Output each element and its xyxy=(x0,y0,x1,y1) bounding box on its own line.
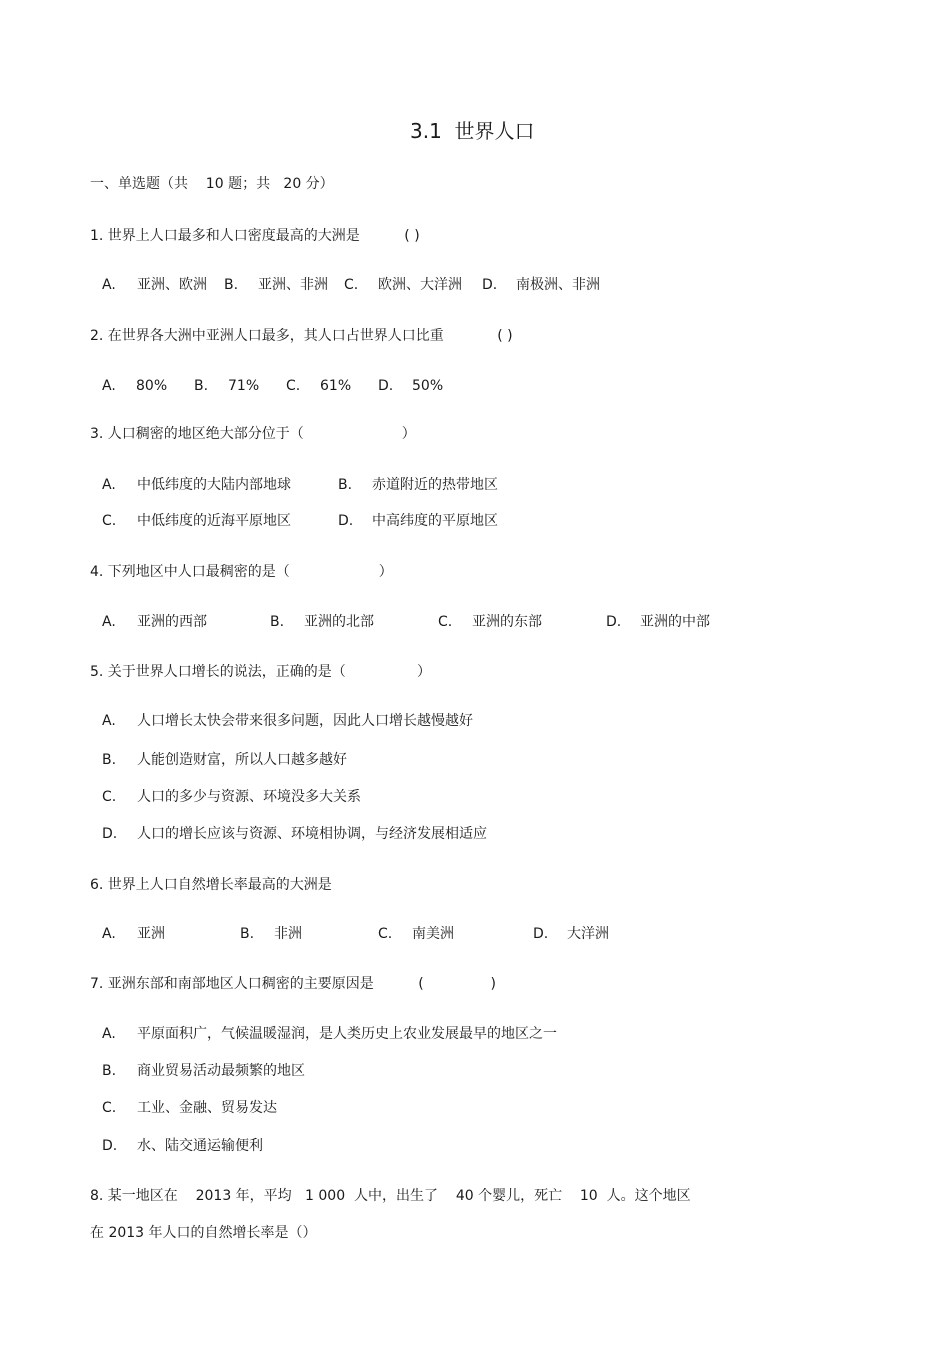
q4-option-c-label: C. xyxy=(438,614,453,630)
q6-option-c-text: 南美洲 xyxy=(412,926,454,942)
q6-option-a-text: 亚洲 xyxy=(137,926,165,942)
q2-option-d-text: 50% xyxy=(412,378,444,394)
q7-option-d-text: 水、陆交通运输便利 xyxy=(137,1138,263,1154)
question-8-stem-continued: 在 2013 年人口的自然增长率是（） xyxy=(90,1225,317,1241)
question-7-stem: 7. 亚洲东部和南部地区人口稠密的主要原因是 ( ) xyxy=(90,976,496,992)
q7-option-b-label: B. xyxy=(102,1063,117,1079)
q2-option-c-label: C. xyxy=(286,378,301,394)
q1-option-c-text: 欧洲、大洋洲 xyxy=(378,277,462,293)
q1-option-d-label: D. xyxy=(482,277,498,293)
q4-option-c-text: 亚洲的东部 xyxy=(472,614,542,630)
question-8-stem: 8. 某一地区在 2013 年，平均 1 000 人中，出生了 40 个婴儿，死亡 10 人。这个地区 xyxy=(90,1188,691,1204)
q4-option-d-label: D. xyxy=(606,614,622,630)
q6-option-b-label: B. xyxy=(240,926,255,942)
q6-option-b-text: 非洲 xyxy=(274,926,302,942)
q2-option-b-label: B. xyxy=(194,378,209,394)
page-title: 3.1 世界人口 xyxy=(410,119,535,143)
q4-option-a-label: A. xyxy=(102,614,116,630)
q6-option-d-label: D. xyxy=(533,926,549,942)
q7-option-d-label: D. xyxy=(102,1138,118,1154)
q5-option-c-label: C. xyxy=(102,789,117,805)
q7-option-b-text: 商业贸易活动最频繁的地区 xyxy=(137,1063,305,1079)
q5-option-b-label: B. xyxy=(102,752,117,768)
q5-option-a-label: A. xyxy=(102,713,116,729)
q7-option-c-text: 工业、金融、贸易发达 xyxy=(137,1100,277,1116)
q3-option-c-text: 中低纬度的近海平原地区 xyxy=(137,513,291,529)
q1-option-a-text: 亚洲、欧洲 xyxy=(137,277,207,293)
q7-option-a-label: A. xyxy=(102,1026,116,1042)
q6-option-a-label: A. xyxy=(102,926,116,942)
q2-option-c-text: 61% xyxy=(320,378,352,394)
question-5-stem: 5. 关于世界人口增长的说法，正确的是（ ） xyxy=(90,664,432,680)
q3-option-b-label: B. xyxy=(338,477,353,493)
q5-option-c-text: 人口的多少与资源、环境没多大关系 xyxy=(137,789,361,805)
q5-option-a-text: 人口增长太快会带来很多问题，因此人口增长越慢越好 xyxy=(137,713,473,729)
q6-option-c-label: C. xyxy=(378,926,393,942)
q4-option-a-text: 亚洲的西部 xyxy=(137,614,207,630)
question-1-stem: 1. 世界上人口最多和人口密度最高的大洲是 ( ) xyxy=(90,228,420,244)
question-3-stem: 3. 人口稠密的地区绝大部分位于（ ） xyxy=(90,426,416,442)
q2-option-a-label: A. xyxy=(102,378,116,394)
q6-option-d-text: 大洋洲 xyxy=(567,926,609,942)
q1-option-a-label: A. xyxy=(102,277,116,293)
q2-option-a-text: 80% xyxy=(136,378,168,394)
q1-option-b-text: 亚洲、非洲 xyxy=(258,277,328,293)
q2-option-b-text: 71% xyxy=(228,378,260,394)
q2-option-d-label: D. xyxy=(378,378,394,394)
q7-option-a-text: 平原面积广，气候温暖湿润，是人类历史上农业发展最早的地区之一 xyxy=(137,1026,557,1042)
q7-option-c-label: C. xyxy=(102,1100,117,1116)
q3-option-a-label: A. xyxy=(102,477,116,493)
question-2-stem: 2. 在世界各大洲中亚洲人口最多，其人口占世界人口比重 ( ) xyxy=(90,328,513,344)
q4-option-b-text: 亚洲的北部 xyxy=(304,614,374,630)
q4-option-d-text: 亚洲的中部 xyxy=(640,614,710,630)
section-heading: 一、单选题（共 10 题；共 20 分） xyxy=(90,176,334,192)
q1-option-b-label: B. xyxy=(224,277,239,293)
q3-option-c-label: C. xyxy=(102,513,117,529)
question-4-stem: 4. 下列地区中人口最稠密的是（ ） xyxy=(90,564,393,580)
q5-option-d-label: D. xyxy=(102,826,118,842)
q5-option-d-text: 人口的增长应该与资源、环境相协调，与经济发展相适应 xyxy=(137,826,487,842)
q3-option-b-text: 赤道附近的热带地区 xyxy=(372,477,498,493)
q4-option-b-label: B. xyxy=(270,614,285,630)
q1-option-c-label: C. xyxy=(344,277,359,293)
question-6-stem: 6. 世界上人口自然增长率最高的大洲是 xyxy=(90,877,332,893)
q3-option-d-text: 中高纬度的平原地区 xyxy=(372,513,498,529)
q1-option-d-text: 南极洲、非洲 xyxy=(516,277,600,293)
q5-option-b-text: 人能创造财富，所以人口越多越好 xyxy=(137,752,347,768)
q3-option-d-label: D. xyxy=(338,513,354,529)
q3-option-a-text: 中低纬度的大陆内部地球 xyxy=(137,477,291,493)
